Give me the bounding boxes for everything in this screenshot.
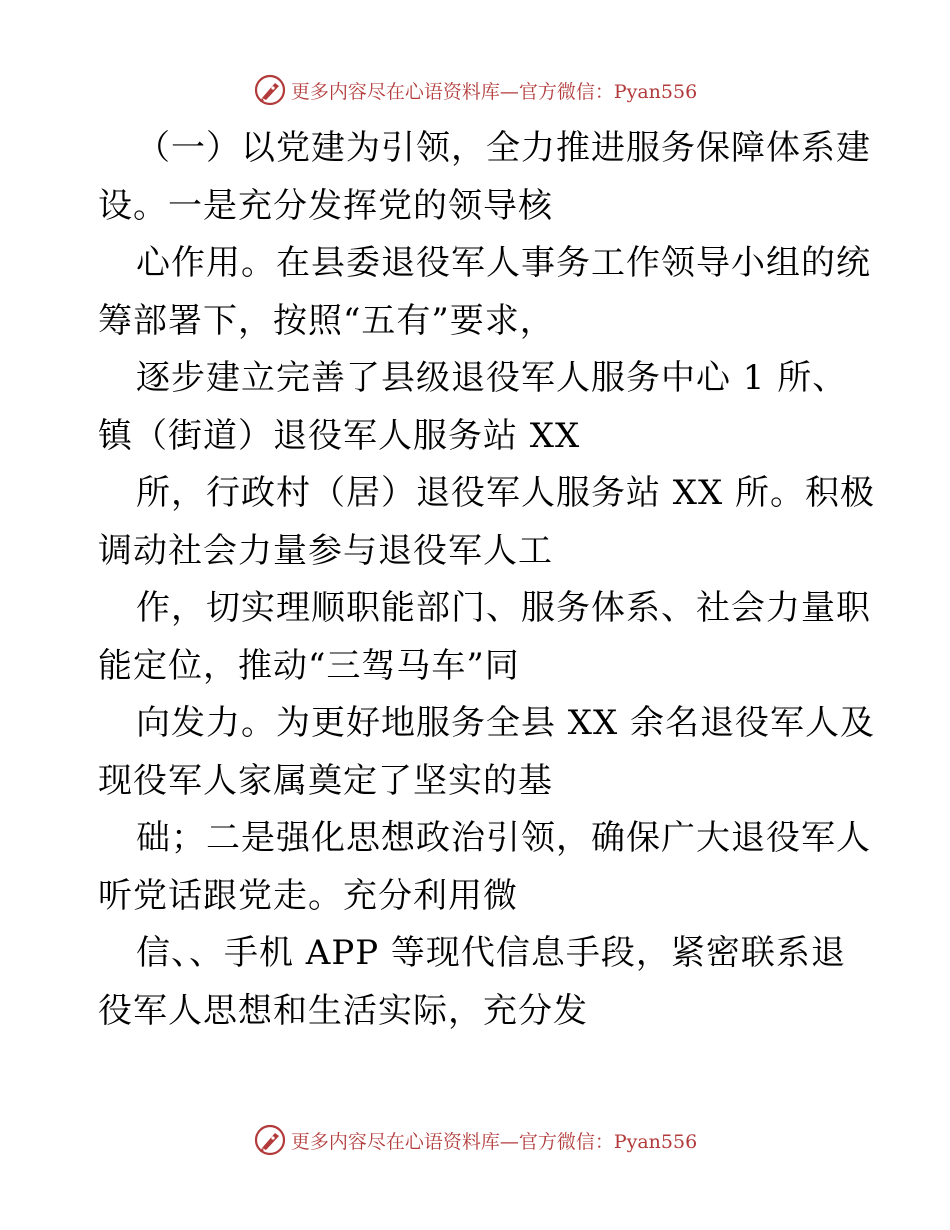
text-line: 能定位，推动“三驾马车”同 <box>98 645 520 686</box>
text-line: 础；二是强化思想政治引领，确保广大退役军人 <box>136 818 871 858</box>
pen-nib-logo-icon <box>253 1123 287 1157</box>
text-line: 听党话跟党走。充分利用微 <box>98 875 518 916</box>
text-line: 设。一是充分发挥党的领导核 <box>98 185 553 226</box>
document-body <box>98 120 876 1040</box>
text-line: 筹部署下，按照“五有”要求， <box>98 300 555 341</box>
footer-banner <box>0 1120 950 1160</box>
text-line: 镇（街道）退役军人服务站 XX <box>98 415 581 456</box>
text-line: 信、、手机 APP 等现代信息手段，紧密联系退 <box>136 933 846 973</box>
text-line: 调动社会力量参与退役军人工 <box>98 530 553 571</box>
text-line: 心作用。在县委退役军人事务工作领导小组的统 <box>136 243 871 283</box>
text-line: （一）以党建为引领，全力推进服务保障体系建 <box>136 128 871 168</box>
text-line: 逐步建立完善了县级退役军人服务中心 1 所、 <box>136 358 848 398</box>
text-line: 向发力。为更好地服务全县 XX 余名退役军人及 <box>136 703 876 743</box>
footer-banner-text: 更多内容尽在心语资料库—官方微信：Pyan556 <box>290 1130 698 1153</box>
pen-nib-logo-icon <box>253 73 287 107</box>
text-line: 现役军人家属奠定了坚实的基 <box>98 760 553 801</box>
text-line: 所，行政村（居）退役军人服务站 XX 所。积极 <box>136 473 876 513</box>
header-banner <box>0 70 950 110</box>
text-line: 役军人思想和生活实际，充分发 <box>98 990 588 1031</box>
header-banner-text: 更多内容尽在心语资料库—官方微信：Pyan556 <box>290 80 698 103</box>
text-line: 作，切实理顺职能部门、服务体系、社会力量职 <box>136 588 871 628</box>
